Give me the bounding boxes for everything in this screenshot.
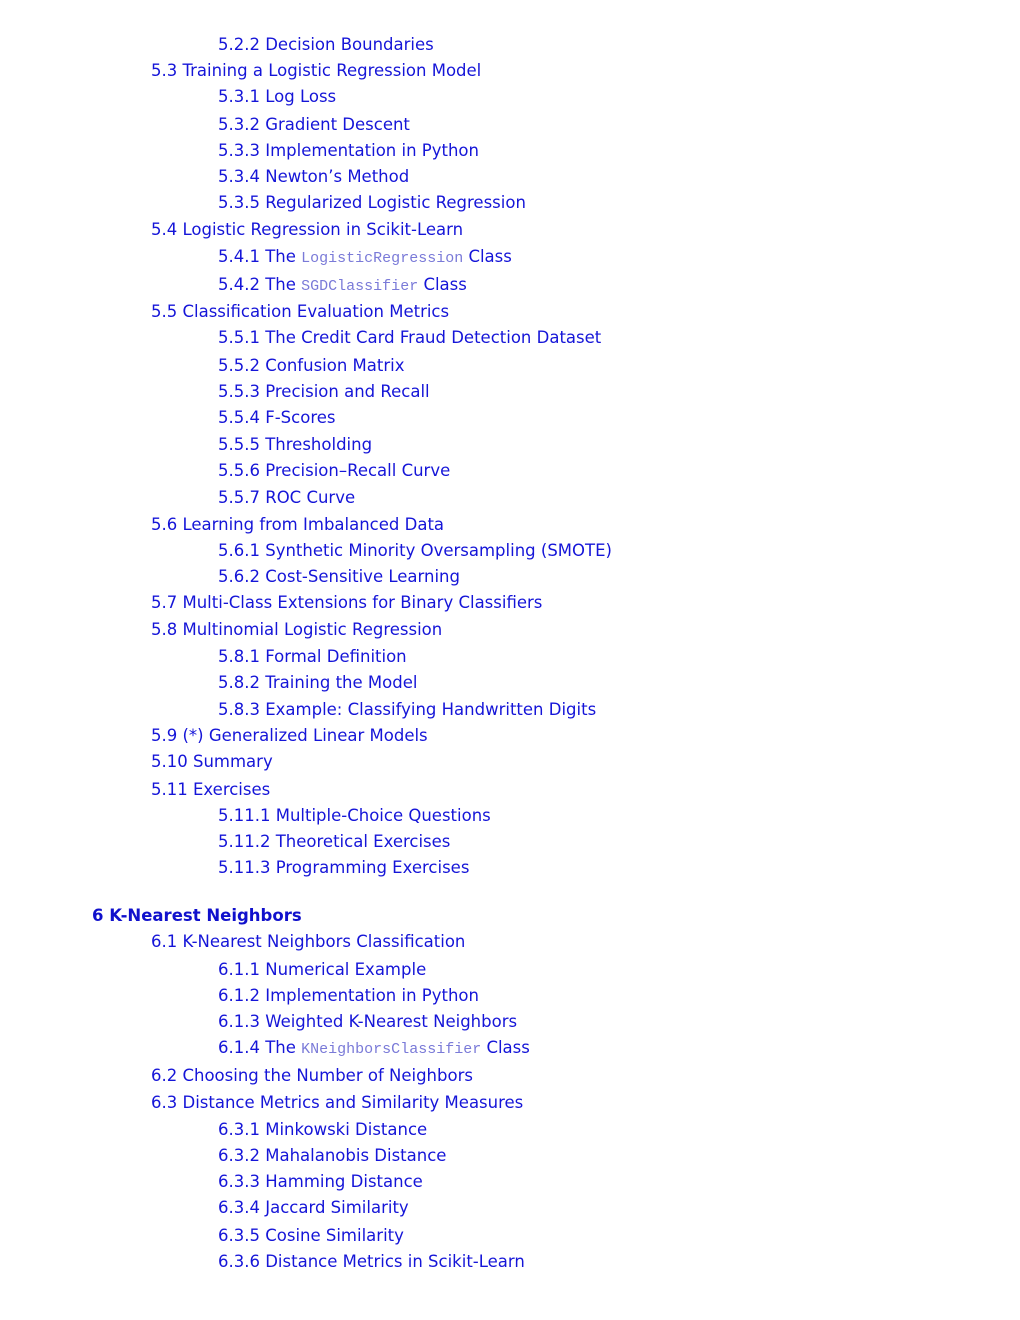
toc-subsection-link[interactable]: 5.11.2 Theoretical Exercises [218, 832, 451, 851]
toc-subsection-link[interactable]: 5.5.5 Thresholding [218, 435, 373, 454]
toc-subsection-link[interactable]: 5.6.1 Synthetic Minority Oversampling (SMOTE) [218, 541, 612, 560]
toc-subsection-link[interactable]: 6.3.1 Minkowski Distance [218, 1120, 428, 1139]
toc-section-link[interactable]: 6.2 Choosing the Number of Neighbors [151, 1066, 473, 1085]
toc-link-text: Class [481, 1038, 530, 1057]
toc-section-link[interactable]: 5.5 Classification Evaluation Metrics [151, 302, 450, 321]
toc-section-link[interactable]: 6.3 Distance Metrics and Similarity Measures [151, 1093, 524, 1112]
toc-section-link[interactable]: 5.7 Multi-Class Extensions for Binary Classifiers [151, 593, 543, 612]
toc-subsection-link[interactable] [218, 275, 467, 297]
toc-subsection-link[interactable]: 5.5.3 Precision and Recall [218, 382, 430, 401]
toc-subsection-link[interactable]: 5.6.2 Cost-Sensitive Learning [218, 567, 460, 586]
toc-subsection-link[interactable]: 6.1.2 Implementation in Python [218, 986, 479, 1005]
toc-section-link[interactable]: 5.8 Multinomial Logistic Regression [151, 620, 443, 639]
toc-subsection-link[interactable]: 5.11.1 Multiple-Choice Questions [218, 806, 491, 825]
toc-subsection-link[interactable]: 5.5.7 ROC Curve [218, 488, 356, 507]
toc-subsection-link[interactable]: 6.3.5 Cosine Similarity [218, 1226, 404, 1245]
toc-code-term: LogisticRegression [301, 250, 464, 267]
toc-subsection-link[interactable]: 5.5.2 Confusion Matrix [218, 356, 405, 375]
toc-link-text: Class [418, 275, 467, 294]
toc-subsection-link[interactable]: 5.11.3 Programming Exercises [218, 858, 470, 877]
toc-code-term: KNeighborsClassifier [301, 1041, 482, 1058]
toc-link-text: Class [463, 247, 512, 266]
toc-subsection-link[interactable]: 5.8.1 Formal Definition [218, 647, 407, 666]
toc-subsection-link[interactable] [218, 1038, 530, 1060]
toc-subsection-link[interactable]: 5.3.3 Implementation in Python [218, 141, 479, 160]
toc-subsection-link[interactable]: 6.3.6 Distance Metrics in Scikit-Learn [218, 1252, 525, 1271]
toc-link-text: 5.4.1 The [218, 247, 302, 266]
toc-section-link[interactable]: 5.11 Exercises [151, 780, 271, 799]
toc-chapter-link[interactable]: 6 K-Nearest Neighbors [92, 906, 302, 925]
toc-subsection-link[interactable]: 6.1.3 Weighted K-Nearest Neighbors [218, 1012, 518, 1031]
toc-section-link[interactable]: 5.3 Training a Logistic Regression Model [151, 61, 482, 80]
toc-subsection-link[interactable]: 6.3.2 Mahalanobis Distance [218, 1146, 447, 1165]
toc-subsection-link[interactable]: 6.3.3 Hamming Distance [218, 1172, 423, 1191]
toc-subsection-link[interactable]: 6.3.4 Jaccard Similarity [218, 1198, 409, 1217]
toc-subsection-link[interactable]: 5.5.4 F-Scores [218, 408, 336, 427]
toc-link-text: 5.4.2 The [218, 275, 302, 294]
toc-section-link[interactable]: 5.6 Learning from Imbalanced Data [151, 515, 445, 534]
toc-subsection-link[interactable]: 5.5.6 Precision–Recall Curve [218, 461, 451, 480]
toc-section-link[interactable]: 5.10 Summary [151, 752, 273, 771]
toc-subsection-link[interactable]: 5.3.1 Log Loss [218, 87, 337, 106]
toc-code-term: SGDClassifier [301, 278, 419, 295]
toc-subsection-link[interactable]: 5.5.1 The Credit Card Fraud Detection Dataset [218, 328, 602, 347]
toc-subsection-link[interactable] [218, 247, 512, 269]
toc-section-link[interactable]: 6.1 K-Nearest Neighbors Classification [151, 932, 466, 951]
toc-subsection-link[interactable]: 5.2.2 Decision Boundaries [218, 35, 434, 54]
toc-subsection-link[interactable]: 5.8.2 Training the Model [218, 673, 418, 692]
toc-subsection-link[interactable]: 6.1.1 Numerical Example [218, 960, 427, 979]
toc-subsection-link[interactable]: 5.3.2 Gradient Descent [218, 115, 410, 134]
toc-section-link[interactable]: 5.9 (*) Generalized Linear Models [151, 726, 428, 745]
toc-subsection-link[interactable]: 5.3.5 Regularized Logistic Regression [218, 193, 526, 212]
toc-section-link[interactable]: 5.4 Logistic Regression in Scikit-Learn [151, 220, 464, 239]
toc-subsection-link[interactable]: 5.8.3 Example: Classifying Handwritten Digits [218, 700, 597, 719]
toc-link-text: 6.1.4 The [218, 1038, 302, 1057]
toc-subsection-link[interactable]: 5.3.4 Newton’s Method [218, 167, 410, 186]
